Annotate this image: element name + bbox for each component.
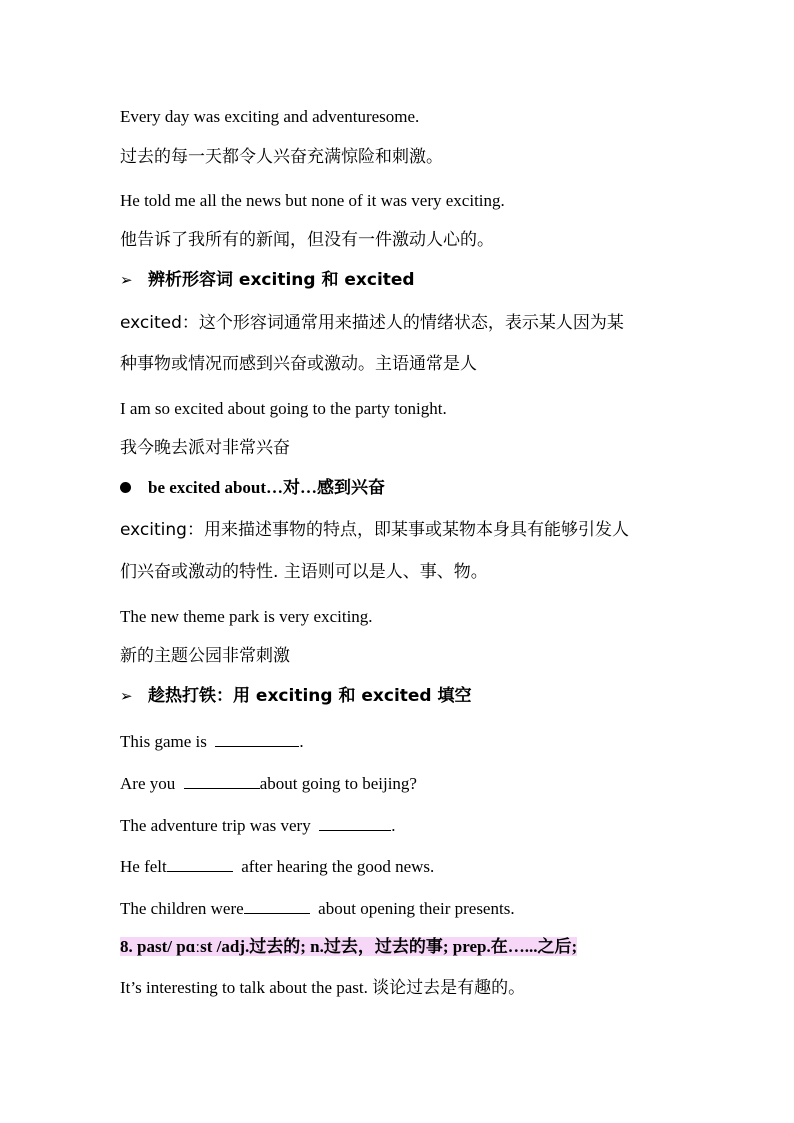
answer-blank[interactable] xyxy=(215,730,299,747)
example-sentence-en xyxy=(120,106,419,128)
exercise-item xyxy=(120,897,515,920)
definition-excited xyxy=(120,312,624,334)
answer-blank[interactable] xyxy=(167,855,233,872)
heading-text: 趁热打铁：用 exciting 和 excited 填空 xyxy=(148,686,472,706)
vocab-example xyxy=(120,977,525,999)
exercise-text: after hearing the good news. xyxy=(241,857,435,876)
exercise-text: Are you xyxy=(120,774,176,793)
answer-blank[interactable] xyxy=(244,897,310,914)
exercise-item xyxy=(120,814,395,837)
exercise-text: The children were xyxy=(120,899,244,918)
sentence-text: The new theme park is very exciting. xyxy=(120,607,373,626)
definition-text: exciting：用来描述事物的特点，即某事或某物本身具有能够引发人 xyxy=(120,520,629,540)
example-sentence-cn xyxy=(120,645,290,667)
vocab-heading-text: 8. past/ pɑːst /adj.过去的; n.过去，过去的事; prep.在…...之后; xyxy=(120,937,578,956)
definition-text: 种事物或情况而感到兴奋或激动。主语通常是人 xyxy=(120,354,477,374)
phrase-text: be excited about…对…感到兴奋 xyxy=(148,478,386,497)
exercise-text: He felt xyxy=(120,857,167,876)
exercise-item xyxy=(120,730,304,753)
example-sentence-cn xyxy=(120,229,494,251)
example-sentence-en xyxy=(120,190,505,212)
exercise-text: This game is xyxy=(120,732,207,751)
example-sentence-en xyxy=(120,398,447,420)
sentence-text: 新的主题公园非常刺激 xyxy=(120,646,290,666)
dot-bullet-icon xyxy=(120,482,131,493)
definition-text: excited：这个形容词通常用来描述人的情绪状态，表示某人因为某 xyxy=(120,313,624,333)
sentence-text: Every day was exciting and adventuresome. xyxy=(120,107,420,126)
example-sentence-cn xyxy=(120,146,443,168)
sentence-text: I am so excited about going to the party tonight. xyxy=(120,399,447,418)
sentence-text: He told me all the news but none of it was very exciting. xyxy=(120,191,505,210)
definition-text: 们兴奋或激动的特性. 主语则可以是人、事、物。 xyxy=(120,562,488,582)
example-sentence-en xyxy=(120,606,373,628)
phrase-be-excited-about xyxy=(120,477,385,499)
exercise-text: The adventure trip was very xyxy=(120,816,311,835)
exercise-text: about opening their presents. xyxy=(318,899,515,918)
answer-blank[interactable] xyxy=(184,772,260,789)
definition-exciting-cont xyxy=(120,561,488,583)
arrow-bullet-icon: ➢ xyxy=(120,687,133,705)
exercise-item xyxy=(120,772,417,795)
example-sentence-cn xyxy=(120,437,290,459)
answer-blank[interactable] xyxy=(319,814,391,831)
sentence-text: 他告诉了我所有的新闻，但没有一件激动人心的。 xyxy=(120,230,494,250)
heading-text: 辨析形容词 exciting 和 excited xyxy=(148,270,415,290)
exercise-text: . xyxy=(391,816,396,835)
example-text: It’s interesting to talk about the past. 谈论过去是有趣的。 xyxy=(120,978,526,997)
exercise-text: . xyxy=(299,732,304,751)
definition-excited-cont xyxy=(120,353,477,375)
definition-exciting xyxy=(120,519,629,541)
sentence-text: 过去的每一天都令人兴奋充满惊险和刺激。 xyxy=(120,147,443,167)
sentence-text: 我今晚去派对非常兴奋 xyxy=(120,438,290,458)
arrow-bullet-icon: ➢ xyxy=(120,271,133,289)
vocab-heading-past xyxy=(120,936,577,958)
section-heading-exercise xyxy=(120,685,472,707)
exercise-item xyxy=(120,855,434,878)
exercise-text: about going to beijing? xyxy=(259,774,417,793)
section-heading-distinguish xyxy=(120,269,415,291)
